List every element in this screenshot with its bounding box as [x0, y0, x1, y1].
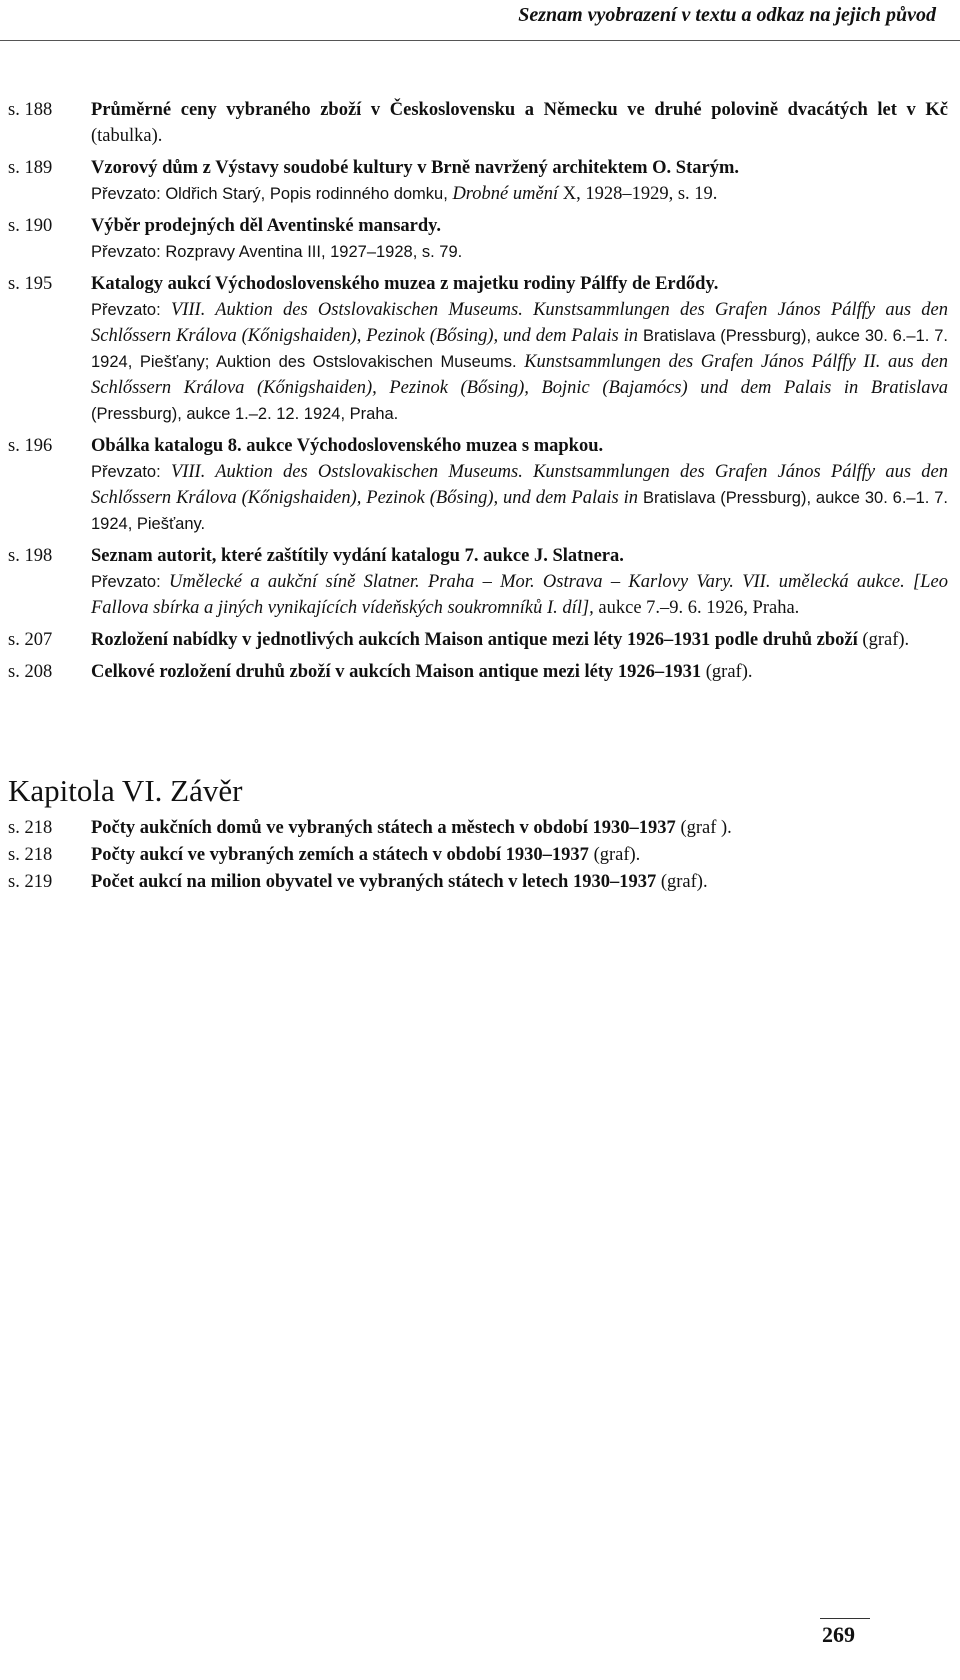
header-rule [0, 40, 960, 41]
entry-page: s. 207 [8, 630, 53, 650]
entry-title: Seznam autorit, které zaštítily vydání katalogu 7. aukce J. Slatnera. [91, 546, 624, 566]
entry-title-note: (graf ). [680, 818, 732, 838]
entry-title-note: (graf). [660, 872, 708, 892]
source-label: Převzato: [91, 243, 161, 261]
entry-content [91, 627, 948, 653]
entry-page: s. 188 [8, 100, 53, 120]
page-number-rule [820, 1618, 870, 1619]
entry-title: Počty aukcí ve vybraných zemích a státech v období 1930–1937 (graf). [91, 845, 641, 865]
entry-title-note: (graf). [593, 845, 641, 865]
running-header-title: Seznam vyobrazení v textu a odkaz na jejich původ [518, 4, 936, 26]
entry-title: Obálka katalogu 8. aukce Východoslovenského muzea s mapkou. [91, 436, 604, 456]
list-item [8, 213, 948, 265]
entry-source: Převzato: Oldřich Starý, Popis rodinného domku, Drobné umění X, 1928–1929, s. 19. [91, 184, 718, 204]
entry-title: Počty aukčních domů ve vybraných státech a městech v období 1930–1937 (graf ). [91, 818, 732, 838]
entry-source: Převzato: Umělecké a aukční síně Slatner. Praha – Mor. Ostrava – Karlovy Vary. VII. umělecká aukce. [Leo Fallova sbírka a jiných vynikajících vídeňských soukromníků I. díl], aukce 7.–9. 6. 1926, Praha. [91, 572, 949, 618]
entry-title-note: (graf). [705, 662, 753, 682]
list-item [8, 627, 948, 653]
entry-content [91, 659, 948, 685]
entry-source: Převzato: Rozpravy Aventina III, 1927–1928, s. 79. [91, 243, 463, 261]
entry-content [91, 842, 948, 868]
entry-title-note: (tabulka). [91, 126, 163, 146]
entry-page: s. 219 [8, 872, 53, 892]
entry-content [91, 543, 948, 621]
list-item [8, 842, 948, 868]
entry-page: s. 198 [8, 546, 53, 566]
entry-content [91, 97, 948, 149]
entry-title: Průměrné ceny vybraného zboží v Československu a Německu ve druhé polovině dvacátých let v Kč (tabulka). [91, 100, 948, 146]
list-item [8, 155, 948, 207]
source-label: Převzato: [91, 301, 161, 319]
list-item [8, 271, 948, 427]
list-item [8, 433, 948, 537]
entry-page: s. 190 [8, 216, 53, 236]
entry-source: Převzato: VIII. Auktion des Ostslovakischen Museums. Kunstsammlungen des Grafen János Pálffy aus den Schlőssern Králova (Kőnigshaiden), Pezinok (Bősing), und dem Palais in Bratislava (Pressburg), aukce 30. 6.–1. 7. 1924, Piešťany. [91, 462, 949, 533]
entry-title: Celkové rozložení druhů zboží v aukcích Maison antique mezi léty 1926–1931 (graf). [91, 662, 753, 682]
entry-content [91, 433, 948, 537]
list-item [8, 97, 948, 149]
source-label: Převzato: [91, 463, 161, 481]
entry-content [91, 271, 948, 427]
page-number: 269 [822, 1622, 855, 1647]
entry-content [91, 869, 948, 895]
entry-page: s. 195 [8, 274, 53, 294]
chapter-figure-list [8, 815, 948, 896]
entry-title: Katalogy aukcí Východoslovenského muzea z majetku rodiny Pálffy de Erdődy. [91, 274, 719, 294]
list-item [8, 659, 948, 685]
source-label: Převzato: [91, 573, 161, 591]
list-item [8, 543, 948, 621]
figure-list [8, 97, 948, 691]
source-label: Převzato: [91, 185, 161, 203]
entry-content [91, 213, 948, 265]
entry-title: Výběr prodejných děl Aventinské mansardy. [91, 216, 442, 236]
entry-source: Převzato: VIII. Auktion des Ostslovakischen Museums. Kunstsammlungen des Grafen János Pálffy aus den Schlőssern Králova (Kőnigshaiden), Pezinok (Bősing), und dem Palais in Bratislava (Pressburg), aukce 30. 6.–1. 7. 1924, Piešťany; Auktion des Ostslovakischen Museums. Kunstsammlungen des Grafen János Pálffy II. aus den Schlőssern Králova (Kőnigshaiden), Pezinok (Bősing), Bojnic (Bajamócs) und dem Palais in Bratislava (Pressburg), aukce 1.–2. 12. 1924, Praha. [91, 300, 949, 423]
entry-page: s. 189 [8, 158, 53, 178]
chapter-heading: Kapitola VI. Závěr [8, 773, 243, 808]
entry-content [91, 155, 948, 207]
list-item [8, 815, 948, 841]
entry-title-note: (graf). [862, 630, 910, 650]
entry-title: Vzorový dům z Výstavy soudobé kultury v Brně navržený architektem O. Starým. [91, 158, 739, 178]
page-header [0, 0, 960, 55]
list-item [8, 869, 948, 895]
entry-page: s. 218 [8, 818, 53, 838]
entry-title: Počet aukcí na milion obyvatel ve vybraných státech v letech 1930–1937 (graf). [91, 872, 708, 892]
entry-content [91, 815, 948, 841]
entry-page: s. 218 [8, 845, 53, 865]
entry-page: s. 208 [8, 662, 53, 682]
entry-page: s. 196 [8, 436, 53, 456]
entry-title: Rozložení nabídky v jednotlivých aukcích Maison antique mezi léty 1926–1931 podle druhů zboží (graf). [91, 630, 910, 650]
